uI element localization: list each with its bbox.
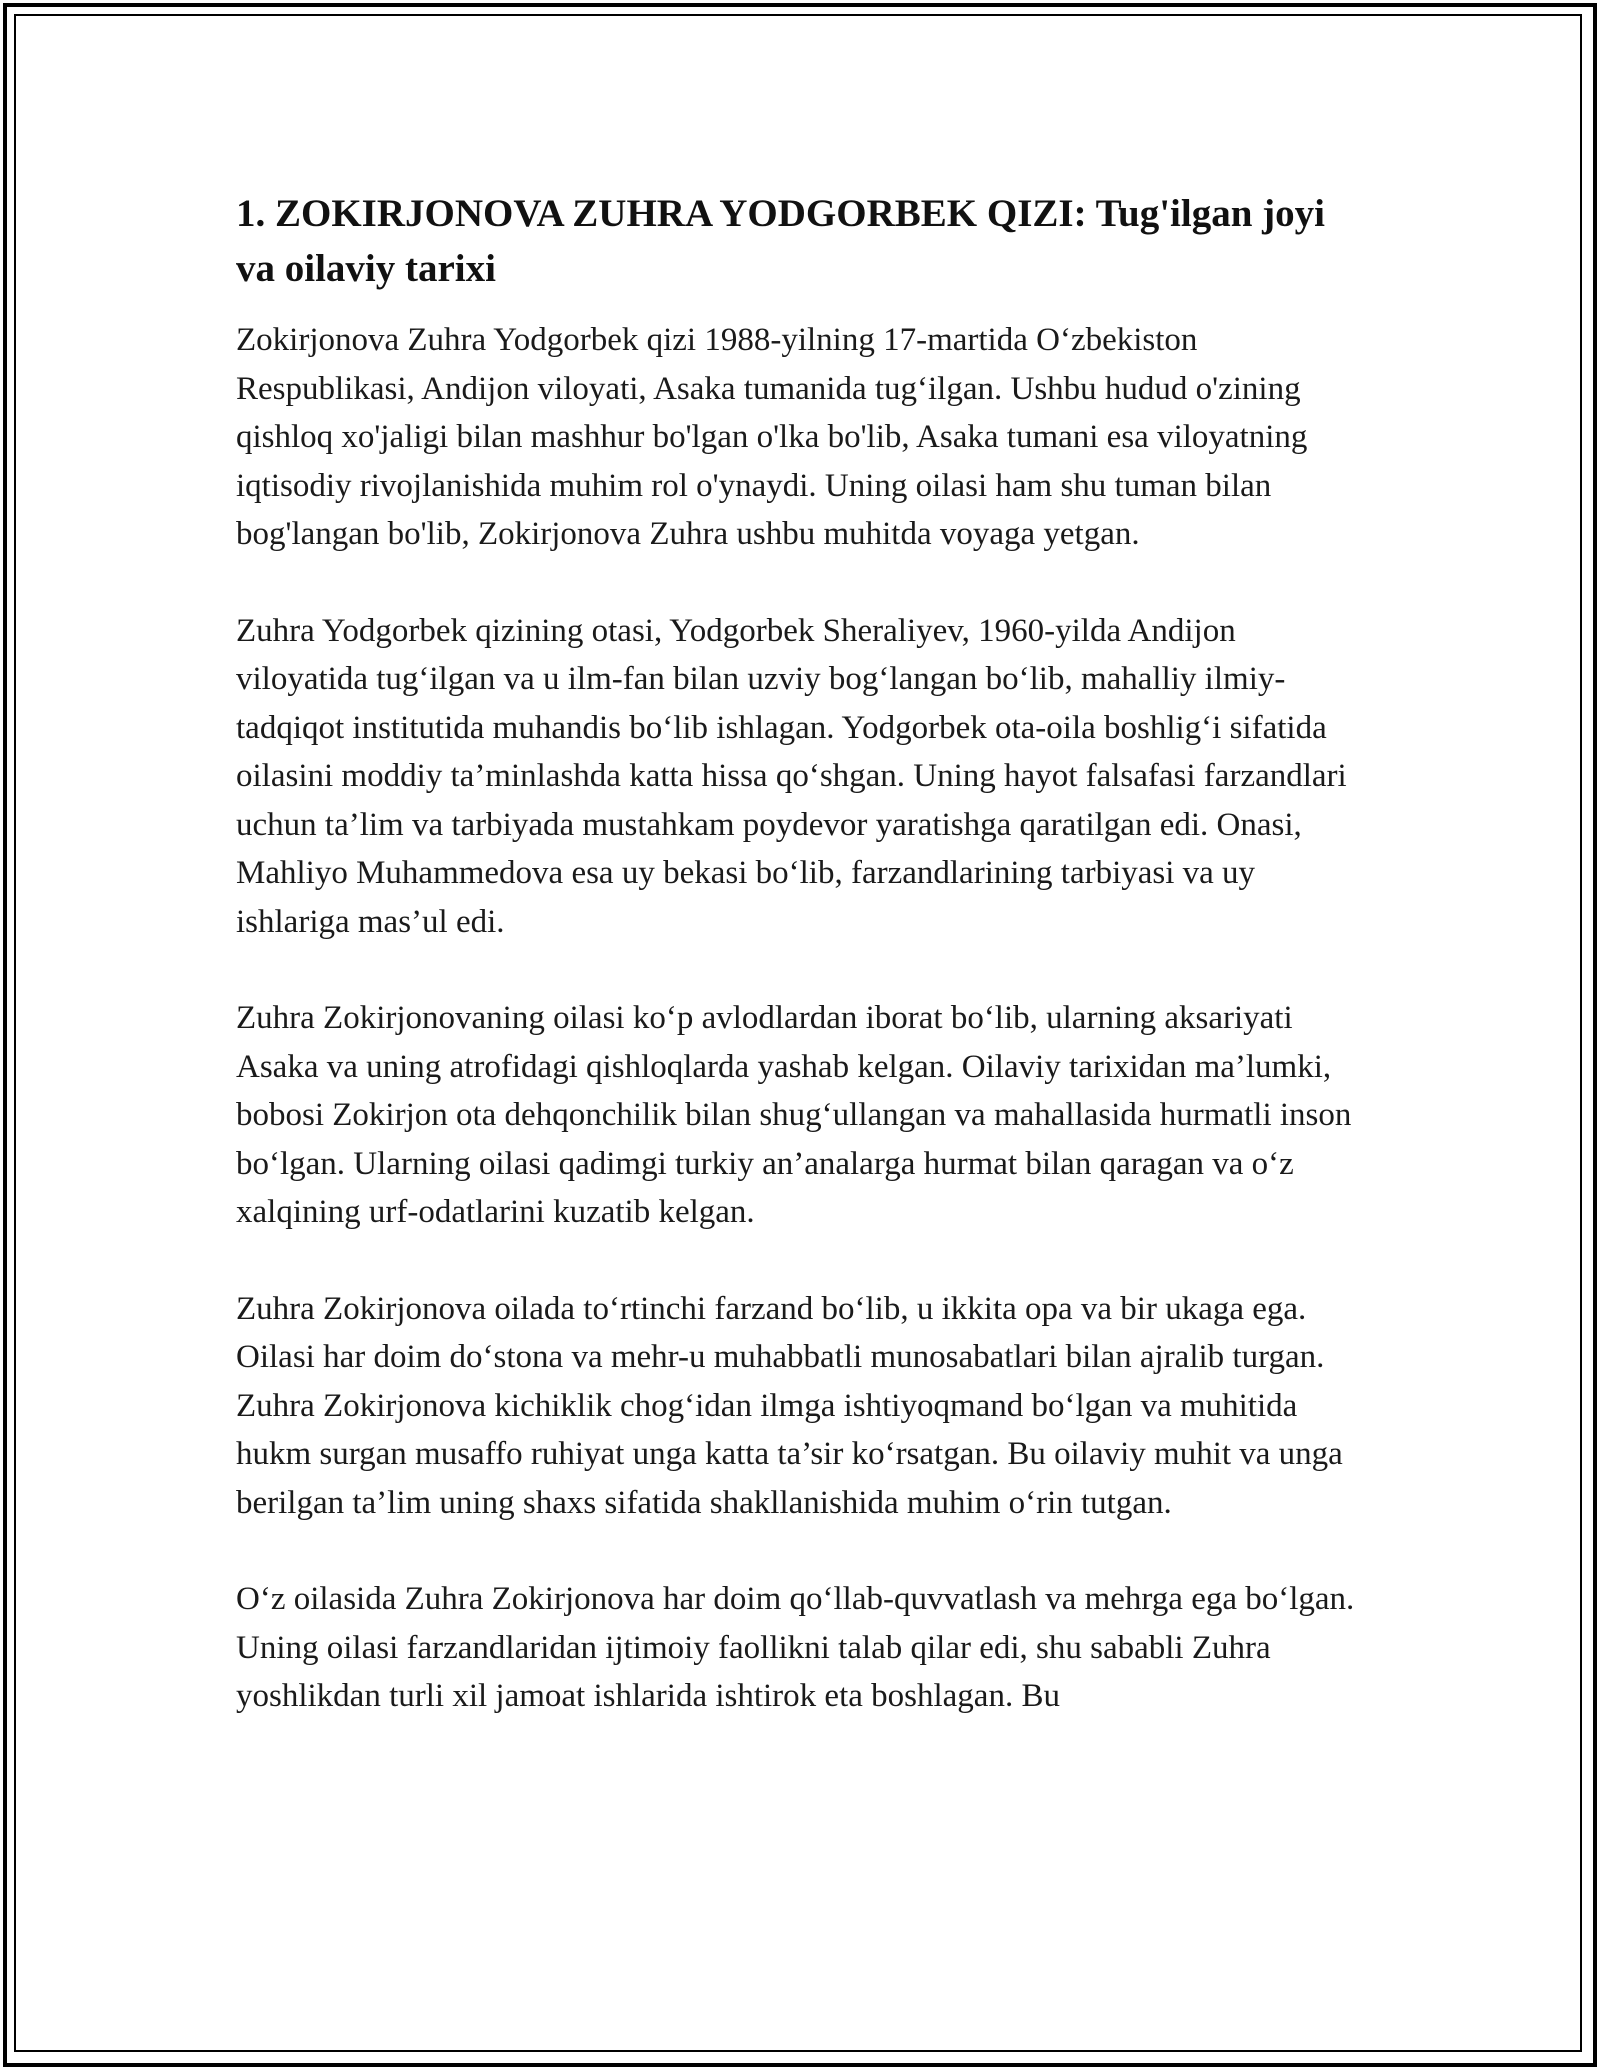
- paragraph-siblings: Zuhra Zokirjonova oilada to‘rtinchi farzand bo‘lib, u ikkita opa va bir ukaga ega. Oilasi har doim do‘stona va mehr-u muhabbatli munosabatlari bilan ajralib turgan. Zuhra Zokirjonova kichiklik chog‘idan ilmga ishtiyoqmand bo‘lgan va muhitida hukm surgan musaffo ruhiyat unga katta ta’sir ko‘rsatgan. Bu oilaviy muhit va unga berilgan ta’lim uning shaxs sifatida shakllanishida muhim o‘rin tutgan.: [236, 1290, 1343, 1521]
- paragraph-family-history: Zuhra Zokirjonovaning oilasi ko‘p avlodlardan iborat bo‘lib, ularning aksariyati Asaka va uning atrofidagi qishloqlarda yashab kelgan. Oilaviy tarixidan ma’lumki, bobosi Zokirjon ota dehqonchilik bilan shug‘ullangan va mahallasida hurmatli inson bo‘lgan. Ularning oilasi qadimgi turkiy an’analarga hurmat bilan qaragan va o‘z xalqining urf-odatlarini kuzatib kelgan.: [236, 1000, 1352, 1230]
- paragraph-family-support: O‘z oilasida Zuhra Zokirjonova har doim qo‘llab-quvvatlash va mehrga ega bo‘lgan. Uning oilasi farzandlaridan ijtimoiy faollikni talab qilar edi, shu sababli Zuhra yoshlikdan turli xil jamoat ishlarida ishtirok eta boshlagan. Bu: [236, 1581, 1355, 1714]
- paragraph-birthplace: Zokirjonova Zuhra Yodgorbek qizi 1988-yilning 17-martida O‘zbekiston Respublikasi, Andijon viloyati, Asaka tumanida tug‘ilgan. Ushbu hudud o'zining qishloq xo'jaligi bilan mashhur bo'lgan o'lka bo'lib, Asaka tumani esa viloyatning iqtisodiy rivojlanishida muhim rol o'ynaydi. Uning oilasi ham shu tuman bilan bog'langan bo'lib, Zokirjonova Zuhra ushbu muhitda voyaga yetgan.: [236, 322, 1308, 552]
- document-body: [236, 186, 1366, 1769]
- paragraph-parents: Zuhra Yodgorbek qizining otasi, Yodgorbek Sheraliyev, 1960-yilda Andijon viloyatida tug‘ilgan va u ilm-fan bilan uzviy bog‘langan bo‘lib, mahalliy ilmiy-tadqiqot institutida muhandis bo‘lib ishlagan. Yodgorbek ota-oila boshlig‘i sifatida oilasini moddiy ta’minlashda katta hissa qo‘shgan. Uning hayot falsafasi farzandlari uchun ta’lim va tarbiyada mustahkam poydevor yaratishga qaratilgan edi. Onasi, Mahliyo Muhammedova esa uy bekasi bo‘lib, farzandlarining tarbiyasi va uy ishlariga mas’ul edi.: [236, 612, 1347, 940]
- section-heading: 1. ZOKIRJONOVA ZUHRA YODGORBEK QIZI: Tug'ilgan joyi va oilaviy tarixi: [236, 192, 1325, 290]
